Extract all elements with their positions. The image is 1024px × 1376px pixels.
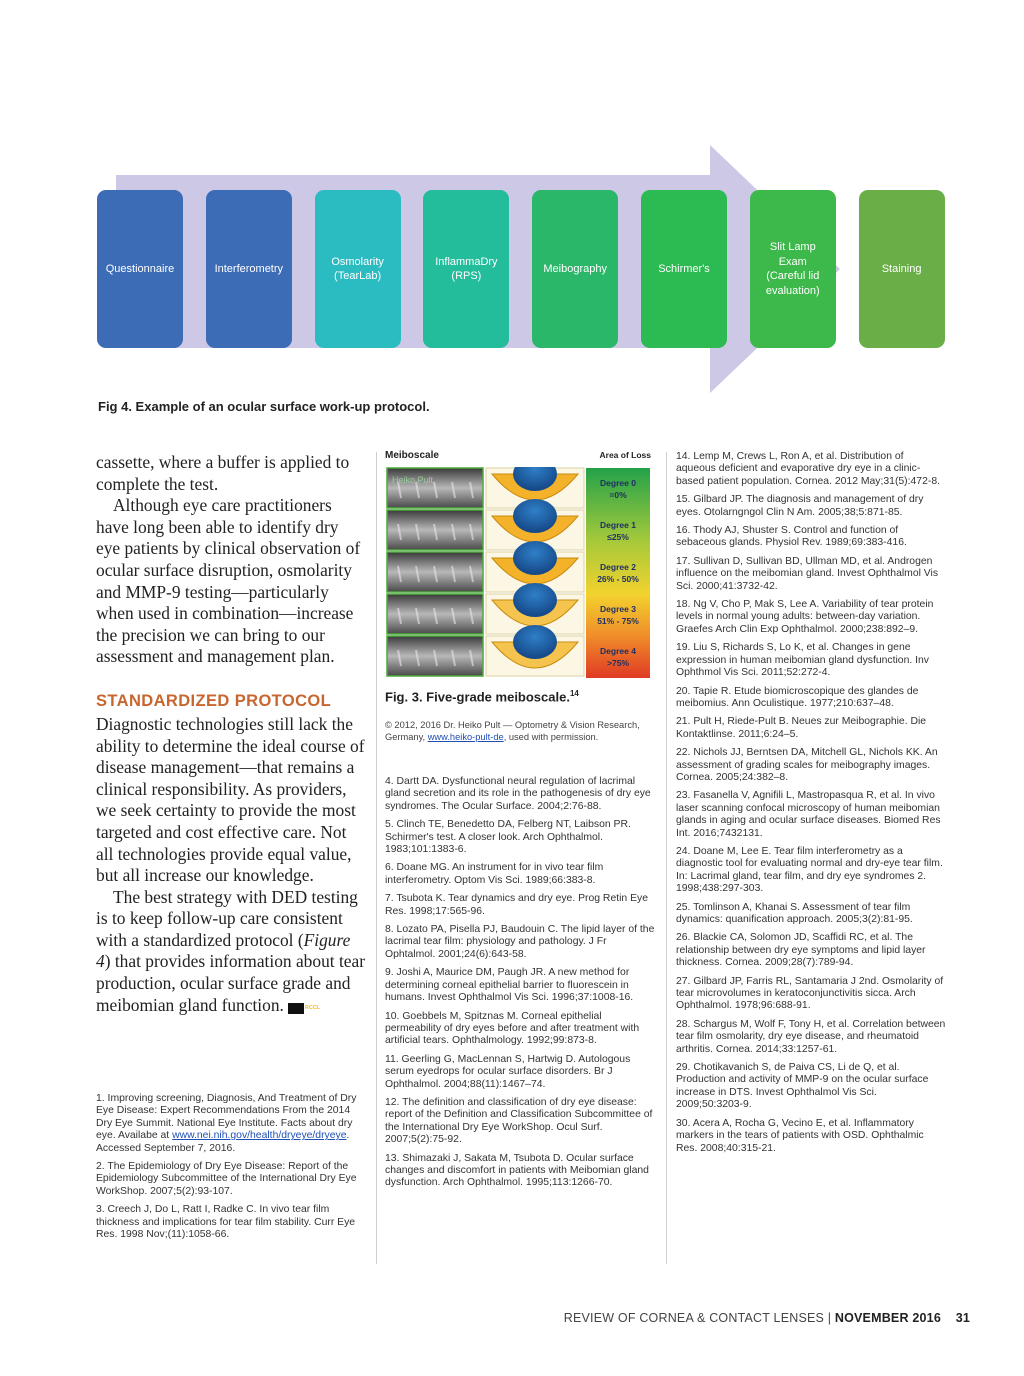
grade-range-label: 51% - 75% — [597, 616, 639, 626]
protocol-step: Osmolarity (TearLab) — [315, 190, 401, 348]
references-left — [96, 1093, 366, 1247]
left-column-article-text — [96, 452, 366, 1016]
reference-1-link[interactable]: www.nei.nih.gov/health/dryeye/dryeye — [172, 1130, 347, 1142]
reference-item: 27. Gilbard JP, Farris RL, Santamaria J 2nd. Osmolarity of tear microvolumes in keratoconjunctivitis sicca. Arch Ophthalmol. 1978;96:688-91. — [676, 975, 944, 1012]
reference-1 — [96, 1093, 366, 1155]
reference-item: 19. Liu S, Richards S, Lo K, et al. Changes in gene expression in human meibomian gland dysfunction. Inv Ophthmol Vis Sci. 2011;52:272-4. — [676, 642, 929, 679]
protocol-step: Questionnaire — [97, 190, 183, 348]
figure-4-protocol-diagram — [96, 145, 946, 393]
grade-degree-label: Degree 4 — [600, 646, 636, 656]
reference-item: 25. Tomlinson A, Khanai S. Assessment of tear film dynamics: quanification approach. 2005;3(2):81-95. — [676, 901, 913, 925]
issue-date: NOVEMBER 2016 — [834, 1311, 941, 1325]
reference-item: 20. Tapie R. Etude biomicroscopique des glandes de meibomius. Ann Oculistique. 1977;210:637–48. — [676, 685, 919, 709]
reference-item: 15. Gilbard JP. The diagnosis and management of dry eyes. Otolarngngol Clin N Am. 2005;38;5:871-85. — [676, 494, 924, 518]
reference-item: 18. Ng V, Cho P, Mak S, Lee A. Variability of tear protein levels in normal young adults: between-day variation. Graefes Arch Clin Exp Ophthalmol. 2000;238:892–9. — [676, 599, 934, 635]
protocol-step: Slit Lamp Exam (Careful lid evaluation) — [750, 190, 836, 348]
credit-link[interactable]: www.heiko-pult-de — [427, 732, 504, 742]
reference-item: 23. Fasanella V, Agnifili L, Mastropasqua R, et al. In vivo laser scanning confocal microscopy of human meibomian glands in aging and ocular surface diseases. Biomed Res Int. 2016;7432131. — [676, 790, 941, 839]
iris-shape — [513, 499, 557, 533]
meibography-photos — [387, 468, 483, 676]
column-divider — [376, 452, 377, 1264]
column-divider — [666, 452, 667, 1264]
reference-item: 22. Nichols JJ, Berntsen DA, Mitchell GL, Nichols KK. An assessment of grading scales for meibography images. Cornea. 2005;24:382–8. — [676, 747, 938, 783]
reference-item: 17. Sullivan D, Sullivan BD, Ullman MD, et al. Androgen influence on the meibomian gland. Invest Ophthalmol Vis Sci. 2000;41:3732-42. — [676, 555, 939, 592]
paragraph-2: Although eye care practitioners have long been able to identify dry eye patients by clinical observation of ocular surface disruption, osmolarity and MMP-9 testing—particularly when used in combination—increase the precision we can bring to our assessment and management plan. — [96, 495, 361, 667]
reference-1-accessed: . Accessed September 7, 2016. — [96, 1130, 350, 1154]
credit-end: , used with permission. — [503, 732, 599, 742]
reference-item: 24. Doane M, Lee E. Tear film interferometry as a diagnostic tool for evaluating normal and dry-eye tear film. In: Lacrimal gland, tear film, and dry eye syndromes 2. 1998;438:297-303. — [676, 845, 943, 895]
protocol-step: Staining — [859, 190, 945, 348]
grade-degree-label: Degree 1 — [600, 520, 636, 530]
iris-shape — [513, 541, 557, 575]
reference-item: 13. Shimazaki J, Sakata M, Tsubota D. Ocular surface changes and discomfort in patients with Meibomian gland dysfunction. Arch Ophthalmol. 1995;113:1266-70. — [385, 1152, 649, 1189]
reference-1-text: 1. Improving screening, Diagnosis, And Treatment of Dry Eye Disease: Expert Recommendations From the 2014 Dry Eye Summit. National Eye Institute. Facts about dry eye. Availabe at — [96, 1093, 357, 1142]
reference-3: 3. Creech J, Do L, Ratt I, Radke C. In vivo tear film thickness and implications for tear film stability. Curr Eye Res. 1998 Nov;(11):1058-66. — [96, 1204, 356, 1241]
grade-degree-label: Degree 0 — [600, 478, 636, 488]
protocol-step: Interferometry — [206, 190, 292, 348]
paragraph-3: Diagnostic technologies still lack the ability to determine the ideal course of disease management—that remains a clinical responsibility. As providers, we seek certainty to provide the most targeted and cost effective care. Not all technologies provide equal value, but all increase our knowledge. — [96, 713, 365, 886]
reference-item: 21. Pult H, Riede-Pult B. Neues zur Meibographie. Die Kontaktlinse. 2011;6:24–5. — [676, 716, 927, 740]
page-number: 31 — [955, 1311, 970, 1325]
protocol-step: Meibography — [532, 190, 618, 348]
photo-watermark: Heiko Pult — [392, 475, 434, 485]
rccl-end-mark-icon: RCCL — [288, 1003, 304, 1014]
paragraph-4-text-b: ) that provides information about tear production, ocular surface grade and meibomian gland function. — [96, 951, 366, 1015]
meiboscale-image — [386, 467, 651, 679]
paragraph-1: cassette, where a buffer is applied to complete the test. — [96, 452, 350, 494]
reference-item: 28. Schargus M, Wolf F, Tony H, et al. Correlation between tear film osmolarity, dry eye disease, and rheumatoid arthritis. Cornea. 2014;33:1257-61. — [676, 1018, 946, 1055]
grade-range-label: 26% - 50% — [597, 574, 639, 584]
grade-range-label: =0% — [609, 490, 627, 500]
journal-name: REVIEW OF CORNEA & CONTACT LENSES | — [563, 1311, 835, 1325]
paragraph-4 — [96, 887, 366, 1017]
grade-degree-label: Degree 2 — [600, 562, 636, 572]
meiboscale-label: Meiboscale — [385, 450, 439, 461]
reference-item: 14. Lemp M, Crews L, Ron A, et al. Distribution of aqueous deficient and evaporative dry eye in a clinic-based patient population. Cornea. 2012 May;31(5):472-8. — [676, 451, 940, 487]
reference-item: 26. Blackie CA, Solomon JD, Scaffidi RC, et al. The relationship between dry eye symptoms and lipid layer thickness. Cornea. 2009;28(7):789-94. — [676, 932, 926, 969]
reference-item: 16. Thody AJ, Shuster S. Control and function of sebaceous glands. Physiol Rev. 1989;69:383-416. — [676, 525, 907, 549]
grade-range-label: >75% — [607, 658, 629, 668]
figure-4-caption: Fig 4. Example of an ocular surface work-up protocol. — [98, 399, 430, 414]
reference-item: 7. Tsubota K. Tear dynamics and dry eye. Prog Retin Eye Res. 1998;17:565-96. — [385, 893, 648, 917]
reference-item: 29. Chotikavanich S, de Paiva CS, Li de Q, et al. Production and activity of MMP-9 on the ocular surface increase in DTS. Invest Ophthalmol Vis Sci. 2009;50:3203-9. — [676, 1062, 929, 1111]
iris-shape — [513, 583, 557, 617]
credit-text: © 2012, 2016 Dr. Heiko Pult — Optometry & Vision Research, Germany, — [385, 720, 640, 742]
reference-item: 10. Goebbels M, Spitznas M. Corneal epithelial permeability of dry eyes before and after treatment with artificial tears. Ophthalmology. 1992;99:873-8. — [385, 1010, 640, 1047]
reference-item: 11. Geerling G, MacLennan S, Hartwig D. Autologous serum eyedrops for ocular surface disorders. Br J Ophthalmol. 2004;88(11):1467–74. — [385, 1053, 631, 1090]
figure-4-reference: Figure 4 — [96, 929, 351, 972]
area-of-loss-label: Area of Loss — [599, 450, 651, 460]
protocol-step: InflammaDry (RPS) — [423, 190, 509, 348]
grade-range-label: ≤25% — [607, 532, 629, 542]
reference-2: 2. The Epidemiology of Dry Eye Disease: Report of the Epidemiology Subcommittee of the International Dry Eye WorkShop. 2007;5(2):93-107. — [96, 1161, 357, 1197]
references-middle — [385, 776, 657, 1196]
grade-degree-label: Degree 3 — [600, 604, 636, 614]
references-right — [676, 451, 946, 1161]
protocol-step: Schirmer's — [641, 190, 727, 348]
figure-3-caption-text: Fig. 3. Five-grade meiboscale. — [385, 689, 570, 705]
paragraph-4-text-a: The best strategy with DED testing is to keep follow-up care consistent with a standardized protocol ( — [96, 886, 358, 950]
section-heading: STANDARDIZED PROTOCOL — [96, 691, 332, 710]
reference-item: 8. Lozato PA, Pisella PJ, Baudouin C. The lipid layer of the lacrimal tear film: physiology and pathology. J Fr Ophtalmol. 2001;24(6):643-58. — [385, 924, 655, 960]
reference-item: 12. The definition and classification of dry eye disease: report of the Definition and Classification Subcommittee of the International Dry Eye WorkShop. Ocul Surf. 2007;5(2):75-92. — [385, 1096, 653, 1146]
reference-item: 4. Dartt DA. Dysfunctional neural regulation of lacrimal gland secretion and its role in the pathogenesis of dry eye syndromes. The Ocular Surface. 2004;2:76-88. — [385, 776, 651, 812]
figure-3-caption-ref: 14 — [569, 689, 579, 698]
gland-loss-diagrams — [486, 467, 584, 676]
reference-item: 5. Clinch TE, Benedetto DA, Felberg NT, Laibson PR. Schirmer's test. A closer look. Arch Ophthalmol. 1983;101:1383-6. — [385, 819, 631, 856]
figure-3-credit — [385, 719, 660, 743]
reference-item: 9. Joshi A, Maurice DM, Paugh JR. A new method for determining corneal epithelial barrier to fluorescein in humans. Invest Ophthalmol Vis Sci. 1996;37:1008-16. — [385, 967, 634, 1004]
reference-item: 30. Acera A, Rocha G, Vecino E, et al. Inflammatory markers in the tears of patients with OSD. Ophthalmic Res. 2008;40:315-21. — [676, 1117, 924, 1154]
figure-3-caption — [385, 689, 579, 704]
iris-shape — [513, 625, 557, 659]
page-footer — [564, 1311, 970, 1325]
reference-item: 6. Doane MG. An instrument for in vivo tear film interferometry. Optom Vis Sci. 1989;66:383-8. — [385, 862, 604, 886]
